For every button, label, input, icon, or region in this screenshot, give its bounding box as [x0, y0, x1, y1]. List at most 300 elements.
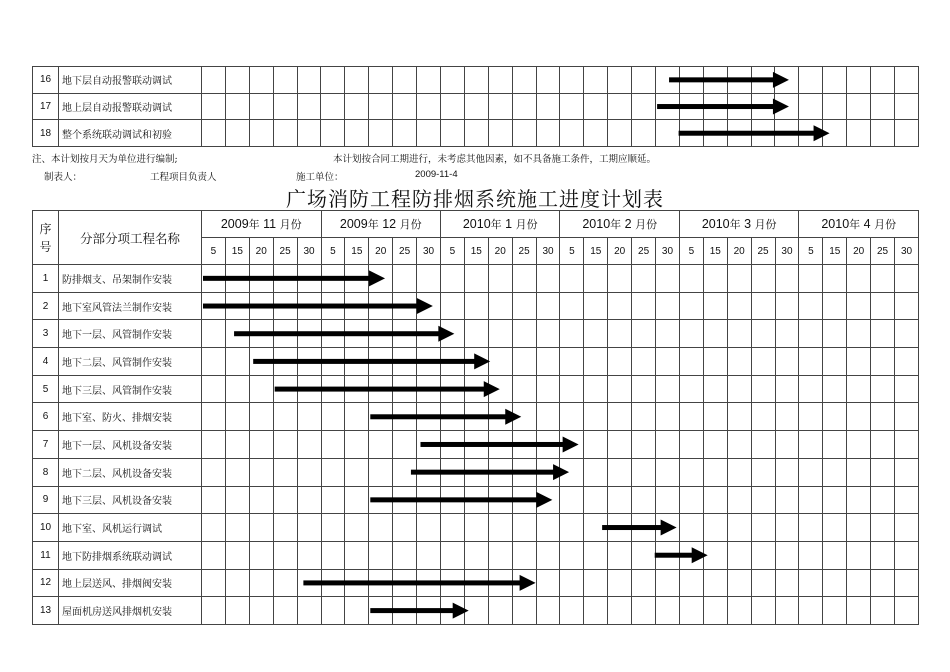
- day-cell: [632, 320, 656, 348]
- day-cell: [799, 514, 823, 542]
- day-cell: [297, 67, 321, 94]
- day-cell: [847, 431, 871, 459]
- day-cell: [799, 265, 823, 293]
- day-cell: [225, 292, 249, 320]
- day-cell: [799, 120, 823, 147]
- day-cell: [345, 120, 369, 147]
- day-cell: [584, 320, 608, 348]
- day-cell: [656, 486, 680, 514]
- day-cell: [369, 458, 393, 486]
- day-cell: [727, 292, 751, 320]
- day-cell: [703, 597, 727, 625]
- day-cell: [393, 514, 417, 542]
- month-year: 2009: [339, 217, 368, 231]
- day-cell: [512, 120, 536, 147]
- day-cell: [679, 348, 703, 376]
- day-cell: [871, 348, 895, 376]
- day-cell: [751, 375, 775, 403]
- day-cell: [703, 569, 727, 597]
- day-cell: [895, 486, 919, 514]
- day-cell: [679, 120, 703, 147]
- day-cell: [679, 292, 703, 320]
- day-cell: [775, 348, 799, 376]
- day-cell: [894, 93, 918, 120]
- table-row: [33, 486, 919, 514]
- day-header: 30: [775, 238, 799, 265]
- day-cell: [273, 375, 297, 403]
- day-cell: [345, 541, 369, 569]
- day-cell: [751, 569, 775, 597]
- day-cell: [632, 514, 656, 542]
- month-year: 2010: [821, 217, 850, 231]
- day-cell: [703, 514, 727, 542]
- day-cell: [679, 265, 703, 293]
- name-header: 分部分项工程名称: [59, 211, 202, 265]
- day-cell: [560, 514, 584, 542]
- day-cell: [417, 403, 441, 431]
- day-header: 30: [895, 238, 919, 265]
- month-header: [679, 211, 798, 238]
- day-cell: [727, 431, 751, 459]
- day-cell: [703, 292, 727, 320]
- day-cell: [512, 403, 536, 431]
- day-cell: [775, 93, 799, 120]
- day-cell: [608, 120, 632, 147]
- day-cell: [488, 569, 512, 597]
- day-cell: [608, 403, 632, 431]
- note-left: 注、本计划按月天为单位进行编制;: [32, 154, 178, 165]
- day-cell: [656, 569, 680, 597]
- month-year-suffix: 年: [248, 218, 260, 231]
- day-cell: [321, 403, 345, 431]
- day-cell: [632, 569, 656, 597]
- day-header: 5: [440, 238, 464, 265]
- seq-header: [33, 211, 59, 265]
- day-cell: [895, 348, 919, 376]
- day-cell: [679, 431, 703, 459]
- month-year: 2009: [220, 217, 249, 231]
- day-cell: [273, 569, 297, 597]
- day-cell: [440, 403, 464, 431]
- day-cell: [297, 569, 321, 597]
- day-cell: [823, 458, 847, 486]
- day-cell: [202, 403, 226, 431]
- day-cell: [512, 292, 536, 320]
- day-cell: [464, 597, 488, 625]
- day-cell: [273, 514, 297, 542]
- day-cell: [321, 348, 345, 376]
- day-cell: [249, 348, 273, 376]
- day-cell: [464, 67, 488, 94]
- day-cell: [679, 375, 703, 403]
- day-cell: [703, 431, 727, 459]
- day-cell: [751, 597, 775, 625]
- day-cell: [297, 292, 321, 320]
- day-cell: [464, 541, 488, 569]
- day-cell: [464, 403, 488, 431]
- day-cell: [847, 569, 871, 597]
- day-cell: [488, 375, 512, 403]
- day-cell: [536, 67, 560, 94]
- manager-label: 工程项目负责人: [150, 172, 217, 183]
- task-name: 地上层送风、排烟阀安装: [59, 569, 202, 597]
- day-cell: [249, 541, 273, 569]
- day-cell: [775, 265, 799, 293]
- day-cell: [656, 458, 680, 486]
- day-cell: [536, 292, 560, 320]
- day-cell: [536, 431, 560, 459]
- day-cell: [393, 93, 417, 120]
- day-cell: [225, 541, 249, 569]
- day-cell: [393, 403, 417, 431]
- day-cell: [823, 292, 847, 320]
- day-cell: [249, 514, 273, 542]
- day-cell: [608, 597, 632, 625]
- month-suffix: 月份: [279, 218, 302, 231]
- row-number: 9: [33, 486, 59, 514]
- day-cell: [202, 486, 226, 514]
- day-cell: [608, 265, 632, 293]
- day-cell: [464, 348, 488, 376]
- day-cell: [727, 120, 751, 147]
- month-number: 11: [263, 217, 277, 231]
- day-cell: [847, 375, 871, 403]
- day-cell: [488, 431, 512, 459]
- day-cell: [321, 597, 345, 625]
- day-cell: [512, 514, 536, 542]
- day-header: 15: [225, 238, 249, 265]
- day-cell: [679, 67, 703, 94]
- day-cell: [608, 431, 632, 459]
- day-cell: [823, 597, 847, 625]
- day-cell: [321, 320, 345, 348]
- day-cell: [799, 431, 823, 459]
- day-cell: [847, 120, 871, 147]
- day-cell: [512, 375, 536, 403]
- day-header: 15: [464, 238, 488, 265]
- day-cell: [369, 514, 393, 542]
- day-cell: [823, 569, 847, 597]
- day-cell: [321, 486, 345, 514]
- day-cell: [584, 514, 608, 542]
- day-cell: [440, 514, 464, 542]
- day-cell: [440, 292, 464, 320]
- day-cell: [847, 265, 871, 293]
- day-cell: [488, 486, 512, 514]
- task-name: 地下室风管法兰制作安装: [59, 292, 202, 320]
- day-cell: [895, 541, 919, 569]
- day-cell: [775, 458, 799, 486]
- day-cell: [560, 120, 584, 147]
- day-cell: [751, 403, 775, 431]
- day-cell: [536, 458, 560, 486]
- day-cell: [345, 597, 369, 625]
- table-row: [33, 431, 919, 459]
- row-number: 16: [33, 67, 59, 94]
- day-cell: [799, 375, 823, 403]
- day-cell: [799, 292, 823, 320]
- day-cell: [584, 348, 608, 376]
- day-cell: [799, 93, 823, 120]
- day-cell: [895, 431, 919, 459]
- day-cell: [679, 486, 703, 514]
- day-cell: [297, 403, 321, 431]
- day-cell: [512, 431, 536, 459]
- day-cell: [202, 569, 226, 597]
- day-cell: [440, 348, 464, 376]
- day-cell: [512, 320, 536, 348]
- day-cell: [464, 265, 488, 293]
- month-suffix: 月份: [754, 218, 777, 231]
- day-cell: [488, 514, 512, 542]
- day-cell: [536, 320, 560, 348]
- day-header: 15: [345, 238, 369, 265]
- day-cell: [512, 265, 536, 293]
- day-cell: [345, 67, 369, 94]
- day-cell: [632, 120, 656, 147]
- day-cell: [847, 541, 871, 569]
- day-cell: [608, 292, 632, 320]
- day-cell: [536, 569, 560, 597]
- day-cell: [847, 486, 871, 514]
- day-cell: [440, 569, 464, 597]
- day-cell: [751, 292, 775, 320]
- day-cell: [655, 93, 679, 120]
- task-name: 地下三层、风机设备安装: [59, 486, 202, 514]
- day-cell: [656, 403, 680, 431]
- day-cell: [345, 431, 369, 459]
- day-header: 30: [417, 238, 441, 265]
- date-label: 2009-11-4: [415, 169, 458, 180]
- day-cell: [417, 348, 441, 376]
- day-cell: [297, 597, 321, 625]
- day-cell: [823, 403, 847, 431]
- day-cell: [608, 514, 632, 542]
- task-name: 地下三层、风管制作安装: [59, 375, 202, 403]
- day-cell: [584, 403, 608, 431]
- row-number: 4: [33, 348, 59, 376]
- day-cell: [345, 320, 369, 348]
- day-cell: [512, 597, 536, 625]
- day-cell: [775, 541, 799, 569]
- table-row: [33, 375, 919, 403]
- day-cell: [512, 67, 536, 94]
- day-cell: [656, 597, 680, 625]
- day-cell: [249, 320, 273, 348]
- month-number: 4: [863, 217, 871, 231]
- day-cell: [202, 541, 226, 569]
- day-header: 25: [512, 238, 536, 265]
- day-cell: [297, 541, 321, 569]
- day-cell: [512, 486, 536, 514]
- day-cell: [847, 292, 871, 320]
- day-cell: [249, 569, 273, 597]
- day-cell: [727, 569, 751, 597]
- day-cell: [393, 265, 417, 293]
- day-cell: [393, 569, 417, 597]
- day-cell: [273, 486, 297, 514]
- day-cell: [393, 348, 417, 376]
- day-cell: [871, 431, 895, 459]
- day-cell: [656, 375, 680, 403]
- day-cell: [225, 348, 249, 376]
- day-cell: [799, 486, 823, 514]
- day-cell: [584, 375, 608, 403]
- day-cell: [560, 458, 584, 486]
- day-cell: [703, 265, 727, 293]
- month-year-suffix: 年: [490, 218, 502, 231]
- day-cell: [632, 375, 656, 403]
- day-cell: [560, 486, 584, 514]
- table-row: [33, 93, 919, 120]
- task-name: 地下防排烟系统联动调试: [59, 541, 202, 569]
- day-cell: [225, 120, 249, 147]
- day-cell: [847, 597, 871, 625]
- day-header: 20: [488, 238, 512, 265]
- day-cell: [464, 569, 488, 597]
- day-cell: [536, 597, 560, 625]
- day-cell: [488, 67, 512, 94]
- day-cell: [775, 514, 799, 542]
- day-cell: [369, 597, 393, 625]
- day-cell: [440, 458, 464, 486]
- day-cell: [584, 431, 608, 459]
- day-cell: [871, 569, 895, 597]
- day-cell: [225, 458, 249, 486]
- day-cell: [417, 541, 441, 569]
- day-cell: [202, 431, 226, 459]
- day-cell: [870, 120, 894, 147]
- day-cell: [656, 348, 680, 376]
- day-cell: [679, 514, 703, 542]
- day-cell: [560, 93, 584, 120]
- day-cell: [799, 458, 823, 486]
- day-cell: [393, 120, 417, 147]
- day-cell: [799, 403, 823, 431]
- day-cell: [656, 320, 680, 348]
- day-cell: [632, 348, 656, 376]
- day-cell: [536, 120, 560, 147]
- seq-header-label: 序号: [39, 221, 52, 254]
- day-header: 25: [393, 238, 417, 265]
- day-cell: [608, 320, 632, 348]
- day-cell: [417, 486, 441, 514]
- day-cell: [488, 320, 512, 348]
- month-number: 3: [744, 217, 752, 231]
- day-cell: [249, 431, 273, 459]
- day-cell: [823, 67, 847, 94]
- day-cell: [536, 93, 560, 120]
- day-cell: [417, 597, 441, 625]
- day-cell: [656, 431, 680, 459]
- day-cell: [727, 403, 751, 431]
- day-cell: [679, 403, 703, 431]
- day-cell: [225, 597, 249, 625]
- day-cell: [369, 375, 393, 403]
- table-row: [33, 403, 919, 431]
- day-cell: [895, 320, 919, 348]
- day-cell: [273, 403, 297, 431]
- table-row: [33, 120, 919, 147]
- day-cell: [751, 458, 775, 486]
- task-name: 地下层自动报警联动调试: [59, 67, 202, 94]
- day-cell: [895, 265, 919, 293]
- table-row: [33, 514, 919, 542]
- day-cell: [823, 93, 847, 120]
- month-year-suffix: 年: [849, 218, 861, 231]
- day-cell: [440, 265, 464, 293]
- day-cell: [823, 348, 847, 376]
- day-cell: [536, 541, 560, 569]
- day-cell: [679, 569, 703, 597]
- day-cell: [464, 431, 488, 459]
- day-cell: [870, 67, 894, 94]
- day-cell: [321, 120, 345, 147]
- day-cell: [225, 403, 249, 431]
- day-cell: [202, 348, 226, 376]
- day-cell: [775, 375, 799, 403]
- day-cell: [345, 458, 369, 486]
- day-cell: [727, 67, 751, 94]
- day-cell: [584, 541, 608, 569]
- day-cell: [369, 348, 393, 376]
- day-cell: [871, 403, 895, 431]
- day-cell: [871, 597, 895, 625]
- day-cell: [727, 514, 751, 542]
- day-cell: [679, 93, 703, 120]
- month-year: 2010: [462, 217, 491, 231]
- day-cell: [632, 67, 656, 94]
- day-header: 20: [369, 238, 393, 265]
- day-cell: [536, 514, 560, 542]
- day-cell: [249, 597, 273, 625]
- day-cell: [225, 486, 249, 514]
- day-cell: [249, 458, 273, 486]
- day-cell: [321, 541, 345, 569]
- table-row: [33, 320, 919, 348]
- day-cell: [417, 431, 441, 459]
- day-cell: [584, 67, 608, 94]
- day-cell: [895, 569, 919, 597]
- day-cell: [823, 431, 847, 459]
- day-cell: [297, 458, 321, 486]
- day-cell: [632, 597, 656, 625]
- day-cell: [321, 265, 345, 293]
- day-cell: [297, 514, 321, 542]
- day-cell: [632, 403, 656, 431]
- day-cell: [297, 486, 321, 514]
- day-cell: [488, 541, 512, 569]
- day-cell: [895, 597, 919, 625]
- day-cell: [488, 292, 512, 320]
- day-cell: [202, 320, 226, 348]
- day-cell: [440, 375, 464, 403]
- day-cell: [440, 120, 464, 147]
- day-cell: [369, 120, 393, 147]
- day-cell: [895, 292, 919, 320]
- day-cell: [560, 265, 584, 293]
- day-cell: [321, 67, 345, 94]
- day-cell: [345, 93, 369, 120]
- day-cell: [584, 93, 608, 120]
- row-number: 11: [33, 541, 59, 569]
- day-cell: [584, 597, 608, 625]
- day-header: 25: [632, 238, 656, 265]
- day-cell: [871, 514, 895, 542]
- day-cell: [393, 292, 417, 320]
- day-cell: [393, 458, 417, 486]
- day-cell: [847, 93, 871, 120]
